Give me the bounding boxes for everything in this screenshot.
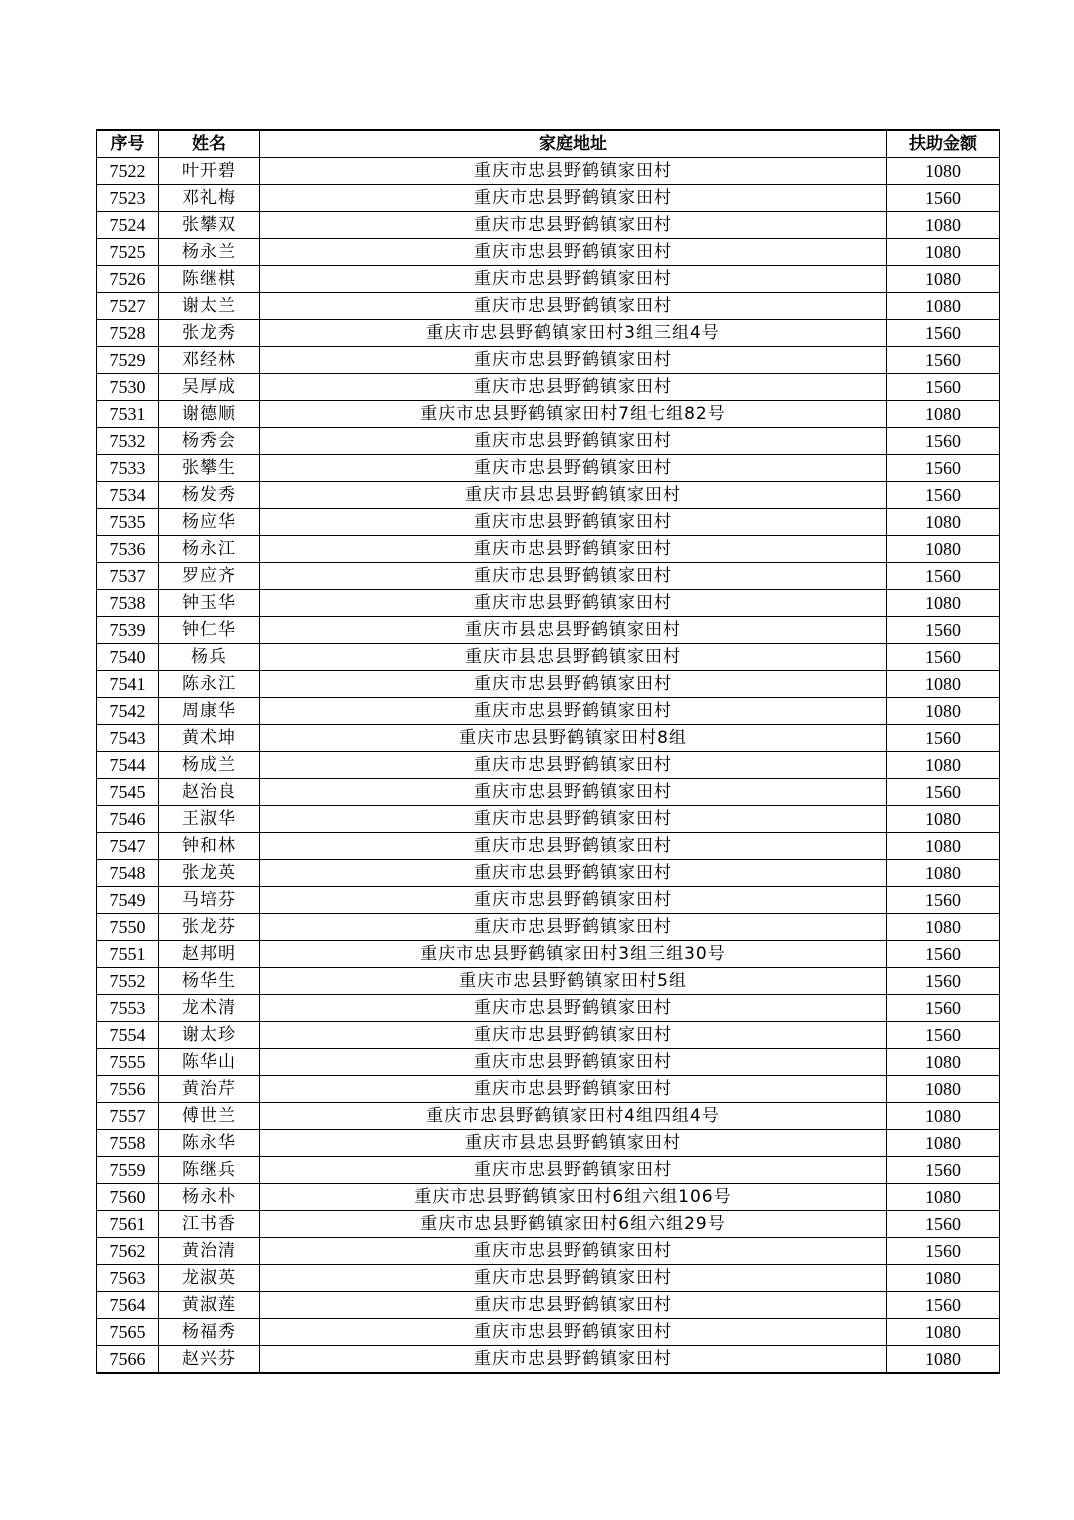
cell-amount: 1080 <box>887 239 1000 266</box>
table-row <box>97 1130 1000 1157</box>
table-row <box>97 914 1000 941</box>
cell-index: 7554 <box>97 1022 159 1049</box>
table-row <box>97 1103 1000 1130</box>
cell-name: 钟仁华 <box>159 617 260 644</box>
cell-index: 7544 <box>97 752 159 779</box>
cell-amount: 1080 <box>887 833 1000 860</box>
cell-amount: 1080 <box>887 860 1000 887</box>
cell-index: 7546 <box>97 806 159 833</box>
cell-amount: 1560 <box>887 941 1000 968</box>
cell-name: 钟和林 <box>159 833 260 860</box>
cell-index: 7526 <box>97 266 159 293</box>
cell-index: 7548 <box>97 860 159 887</box>
cell-index: 7525 <box>97 239 159 266</box>
cell-amount: 1080 <box>887 536 1000 563</box>
cell-address: 重庆市忠县野鹤镇家田村 <box>260 1319 887 1346</box>
table-row <box>97 536 1000 563</box>
cell-amount: 1080 <box>887 914 1000 941</box>
table-row <box>97 1157 1000 1184</box>
table-row <box>97 833 1000 860</box>
cell-name: 杨成兰 <box>159 752 260 779</box>
cell-index: 7524 <box>97 212 159 239</box>
table-row <box>97 779 1000 806</box>
cell-amount: 1080 <box>887 293 1000 320</box>
cell-address: 重庆市县忠县野鹤镇家田村 <box>260 617 887 644</box>
table-row <box>97 590 1000 617</box>
cell-name: 张攀双 <box>159 212 260 239</box>
cell-address: 重庆市县忠县野鹤镇家田村 <box>260 482 887 509</box>
cell-name: 杨秀会 <box>159 428 260 455</box>
cell-index: 7545 <box>97 779 159 806</box>
cell-amount: 1080 <box>887 698 1000 725</box>
cell-index: 7523 <box>97 185 159 212</box>
cell-address: 重庆市忠县野鹤镇家田村 <box>260 266 887 293</box>
table-row <box>97 1184 1000 1211</box>
cell-name: 龙术清 <box>159 995 260 1022</box>
cell-amount: 1560 <box>887 617 1000 644</box>
cell-index: 7534 <box>97 482 159 509</box>
cell-amount: 1560 <box>887 347 1000 374</box>
cell-amount: 1080 <box>887 1319 1000 1346</box>
cell-address: 重庆市忠县野鹤镇家田村3组三组30号 <box>260 941 887 968</box>
cell-address: 重庆市忠县野鹤镇家田村 <box>260 806 887 833</box>
cell-index: 7561 <box>97 1211 159 1238</box>
cell-index: 7551 <box>97 941 159 968</box>
header-address: 家庭地址 <box>260 130 887 158</box>
table-row <box>97 752 1000 779</box>
cell-name: 傅世兰 <box>159 1103 260 1130</box>
cell-index: 7552 <box>97 968 159 995</box>
cell-address: 重庆市忠县野鹤镇家田村 <box>260 1076 887 1103</box>
cell-address: 重庆市忠县野鹤镇家田村 <box>260 428 887 455</box>
cell-address: 重庆市忠县野鹤镇家田村 <box>260 185 887 212</box>
cell-address: 重庆市忠县野鹤镇家田村3组三组4号 <box>260 320 887 347</box>
cell-name: 陈继棋 <box>159 266 260 293</box>
cell-address: 重庆市忠县野鹤镇家田村 <box>260 779 887 806</box>
cell-amount: 1560 <box>887 428 1000 455</box>
cell-name: 张龙秀 <box>159 320 260 347</box>
cell-address: 重庆市忠县野鹤镇家田村 <box>260 1157 887 1184</box>
table-row <box>97 185 1000 212</box>
table-row <box>97 806 1000 833</box>
table-row <box>97 617 1000 644</box>
cell-name: 赵邦明 <box>159 941 260 968</box>
cell-address: 重庆市忠县野鹤镇家田村 <box>260 671 887 698</box>
cell-address: 重庆市忠县野鹤镇家田村 <box>260 347 887 374</box>
cell-name: 陈继兵 <box>159 1157 260 1184</box>
cell-address: 重庆市忠县野鹤镇家田村 <box>260 509 887 536</box>
cell-amount: 1080 <box>887 1103 1000 1130</box>
cell-name: 陈永华 <box>159 1130 260 1157</box>
cell-index: 7556 <box>97 1076 159 1103</box>
cell-name: 谢德顺 <box>159 401 260 428</box>
cell-name: 龙淑英 <box>159 1265 260 1292</box>
cell-amount: 1560 <box>887 968 1000 995</box>
cell-name: 马培芬 <box>159 887 260 914</box>
cell-name: 张龙芬 <box>159 914 260 941</box>
assistance-table <box>96 129 1000 1374</box>
cell-address: 重庆市忠县野鹤镇家田村8组 <box>260 725 887 752</box>
cell-index: 7547 <box>97 833 159 860</box>
table-row <box>97 725 1000 752</box>
cell-amount: 1560 <box>887 563 1000 590</box>
cell-amount: 1080 <box>887 158 1000 185</box>
cell-index: 7536 <box>97 536 159 563</box>
header-name: 姓名 <box>159 130 260 158</box>
cell-index: 7560 <box>97 1184 159 1211</box>
cell-amount: 1080 <box>887 212 1000 239</box>
cell-address: 重庆市忠县野鹤镇家田村6组六组106号 <box>260 1184 887 1211</box>
table-row <box>97 644 1000 671</box>
cell-address: 重庆市忠县野鹤镇家田村 <box>260 455 887 482</box>
cell-name: 邓礼梅 <box>159 185 260 212</box>
cell-amount: 1560 <box>887 644 1000 671</box>
cell-index: 7530 <box>97 374 159 401</box>
cell-name: 杨兵 <box>159 644 260 671</box>
table-row <box>97 941 1000 968</box>
table-row <box>97 563 1000 590</box>
cell-address: 重庆市忠县野鹤镇家田村6组六组29号 <box>260 1211 887 1238</box>
cell-index: 7528 <box>97 320 159 347</box>
cell-name: 张龙英 <box>159 860 260 887</box>
cell-name: 杨应华 <box>159 509 260 536</box>
table-row <box>97 455 1000 482</box>
table-row <box>97 428 1000 455</box>
cell-address: 重庆市县忠县野鹤镇家田村 <box>260 644 887 671</box>
cell-amount: 1080 <box>887 1049 1000 1076</box>
cell-index: 7558 <box>97 1130 159 1157</box>
cell-name: 叶开碧 <box>159 158 260 185</box>
cell-amount: 1560 <box>887 374 1000 401</box>
cell-name: 谢太兰 <box>159 293 260 320</box>
cell-address: 重庆市忠县野鹤镇家田村 <box>260 914 887 941</box>
cell-name: 邓经林 <box>159 347 260 374</box>
table-body <box>97 158 1000 1374</box>
cell-index: 7566 <box>97 1346 159 1374</box>
cell-name: 黄术坤 <box>159 725 260 752</box>
cell-index: 7535 <box>97 509 159 536</box>
cell-amount: 1560 <box>887 1157 1000 1184</box>
cell-address: 重庆市忠县野鹤镇家田村 <box>260 860 887 887</box>
cell-name: 赵兴芬 <box>159 1346 260 1374</box>
cell-amount: 1080 <box>887 1130 1000 1157</box>
cell-amount: 1080 <box>887 752 1000 779</box>
cell-index: 7537 <box>97 563 159 590</box>
cell-address: 重庆市忠县野鹤镇家田村 <box>260 293 887 320</box>
table-row <box>97 509 1000 536</box>
cell-address: 重庆市忠县野鹤镇家田村 <box>260 887 887 914</box>
cell-name: 江书香 <box>159 1211 260 1238</box>
table-row <box>97 1319 1000 1346</box>
table-row <box>97 968 1000 995</box>
cell-index: 7562 <box>97 1238 159 1265</box>
table-row <box>97 266 1000 293</box>
cell-index: 7538 <box>97 590 159 617</box>
cell-name: 谢太珍 <box>159 1022 260 1049</box>
cell-name: 周康华 <box>159 698 260 725</box>
table-row <box>97 320 1000 347</box>
cell-amount: 1560 <box>887 1292 1000 1319</box>
cell-name: 陈华山 <box>159 1049 260 1076</box>
cell-amount: 1080 <box>887 401 1000 428</box>
table-row <box>97 347 1000 374</box>
cell-name: 黄治芹 <box>159 1076 260 1103</box>
cell-index: 7550 <box>97 914 159 941</box>
cell-address: 重庆市忠县野鹤镇家田村7组七组82号 <box>260 401 887 428</box>
cell-index: 7541 <box>97 671 159 698</box>
table-row <box>97 1211 1000 1238</box>
cell-index: 7533 <box>97 455 159 482</box>
cell-address: 重庆市忠县野鹤镇家田村 <box>260 995 887 1022</box>
cell-index: 7555 <box>97 1049 159 1076</box>
cell-amount: 1560 <box>887 887 1000 914</box>
cell-address: 重庆市忠县野鹤镇家田村 <box>260 752 887 779</box>
table-row <box>97 1076 1000 1103</box>
cell-amount: 1080 <box>887 266 1000 293</box>
cell-amount: 1560 <box>887 1211 1000 1238</box>
cell-address: 重庆市忠县野鹤镇家田村 <box>260 1265 887 1292</box>
cell-address: 重庆市忠县野鹤镇家田村4组四组4号 <box>260 1103 887 1130</box>
cell-index: 7565 <box>97 1319 159 1346</box>
table-row <box>97 401 1000 428</box>
cell-amount: 1080 <box>887 1346 1000 1374</box>
cell-amount: 1560 <box>887 725 1000 752</box>
cell-amount: 1560 <box>887 185 1000 212</box>
cell-amount: 1560 <box>887 779 1000 806</box>
cell-name: 罗应齐 <box>159 563 260 590</box>
table-row <box>97 887 1000 914</box>
cell-name: 钟玉华 <box>159 590 260 617</box>
cell-index: 7559 <box>97 1157 159 1184</box>
table-row <box>97 482 1000 509</box>
cell-address: 重庆市忠县野鹤镇家田村 <box>260 1022 887 1049</box>
table-row <box>97 158 1000 185</box>
cell-amount: 1080 <box>887 671 1000 698</box>
cell-index: 7522 <box>97 158 159 185</box>
cell-address: 重庆市忠县野鹤镇家田村5组 <box>260 968 887 995</box>
cell-amount: 1560 <box>887 1238 1000 1265</box>
cell-amount: 1080 <box>887 509 1000 536</box>
cell-index: 7531 <box>97 401 159 428</box>
cell-address: 重庆市忠县野鹤镇家田村 <box>260 833 887 860</box>
cell-index: 7557 <box>97 1103 159 1130</box>
cell-name: 杨永江 <box>159 536 260 563</box>
table-row <box>97 1292 1000 1319</box>
cell-address: 重庆市忠县野鹤镇家田村 <box>260 536 887 563</box>
cell-amount: 1080 <box>887 1265 1000 1292</box>
cell-address: 重庆市忠县野鹤镇家田村 <box>260 374 887 401</box>
table-row <box>97 671 1000 698</box>
table-row <box>97 995 1000 1022</box>
cell-name: 杨发秀 <box>159 482 260 509</box>
cell-name: 王淑华 <box>159 806 260 833</box>
cell-amount: 1560 <box>887 995 1000 1022</box>
cell-name: 杨永朴 <box>159 1184 260 1211</box>
cell-amount: 1080 <box>887 1076 1000 1103</box>
cell-index: 7553 <box>97 995 159 1022</box>
cell-index: 7529 <box>97 347 159 374</box>
cell-amount: 1080 <box>887 806 1000 833</box>
cell-name: 杨永兰 <box>159 239 260 266</box>
cell-name: 黄治清 <box>159 1238 260 1265</box>
cell-address: 重庆市忠县野鹤镇家田村 <box>260 590 887 617</box>
table-row <box>97 239 1000 266</box>
cell-name: 赵治良 <box>159 779 260 806</box>
cell-name: 吴厚成 <box>159 374 260 401</box>
cell-address: 重庆市忠县野鹤镇家田村 <box>260 239 887 266</box>
table-row <box>97 1346 1000 1374</box>
table-row <box>97 1265 1000 1292</box>
table-row <box>97 374 1000 401</box>
cell-index: 7540 <box>97 644 159 671</box>
cell-address: 重庆市忠县野鹤镇家田村 <box>260 1238 887 1265</box>
cell-address: 重庆市忠县野鹤镇家田村 <box>260 212 887 239</box>
cell-amount: 1560 <box>887 455 1000 482</box>
cell-amount: 1560 <box>887 482 1000 509</box>
cell-index: 7532 <box>97 428 159 455</box>
table-row <box>97 293 1000 320</box>
table-row <box>97 1049 1000 1076</box>
header-amount: 扶助金额 <box>887 130 1000 158</box>
header-index: 序号 <box>97 130 159 158</box>
table-row <box>97 1238 1000 1265</box>
cell-index: 7527 <box>97 293 159 320</box>
table-row <box>97 1022 1000 1049</box>
cell-name: 杨华生 <box>159 968 260 995</box>
cell-address: 重庆市忠县野鹤镇家田村 <box>260 698 887 725</box>
cell-index: 7563 <box>97 1265 159 1292</box>
cell-index: 7549 <box>97 887 159 914</box>
cell-address: 重庆市忠县野鹤镇家田村 <box>260 158 887 185</box>
cell-address: 重庆市忠县野鹤镇家田村 <box>260 563 887 590</box>
table-header-row <box>97 130 1000 158</box>
cell-index: 7543 <box>97 725 159 752</box>
cell-name: 杨福秀 <box>159 1319 260 1346</box>
cell-address: 重庆市县忠县野鹤镇家田村 <box>260 1130 887 1157</box>
table-row <box>97 212 1000 239</box>
cell-name: 黄淑莲 <box>159 1292 260 1319</box>
cell-address: 重庆市忠县野鹤镇家田村 <box>260 1346 887 1374</box>
table-row <box>97 860 1000 887</box>
cell-address: 重庆市忠县野鹤镇家田村 <box>260 1292 887 1319</box>
cell-name: 张攀生 <box>159 455 260 482</box>
cell-amount: 1560 <box>887 320 1000 347</box>
cell-index: 7539 <box>97 617 159 644</box>
table-row <box>97 698 1000 725</box>
cell-index: 7564 <box>97 1292 159 1319</box>
cell-name: 陈永江 <box>159 671 260 698</box>
cell-amount: 1560 <box>887 1022 1000 1049</box>
cell-address: 重庆市忠县野鹤镇家田村 <box>260 1049 887 1076</box>
cell-index: 7542 <box>97 698 159 725</box>
cell-amount: 1080 <box>887 590 1000 617</box>
cell-amount: 1080 <box>887 1184 1000 1211</box>
